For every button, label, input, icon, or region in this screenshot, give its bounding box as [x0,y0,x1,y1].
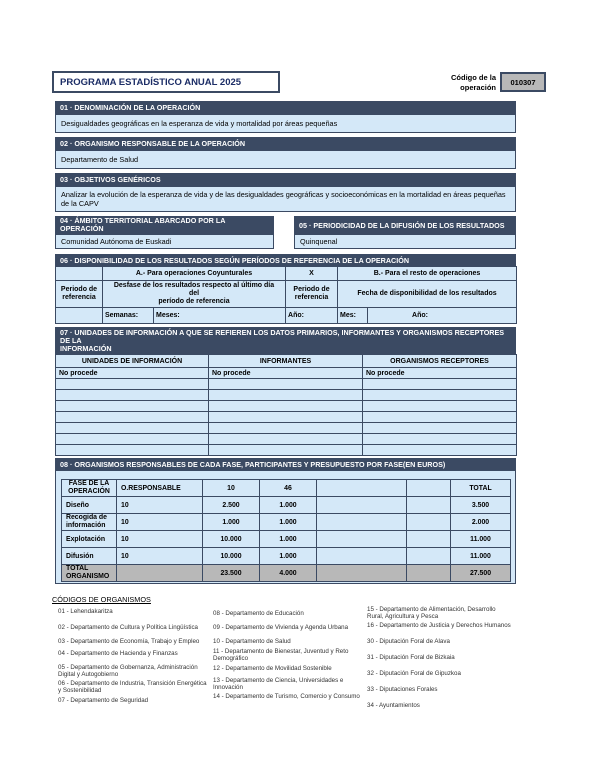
s06-ano-1: Año: [286,308,338,324]
s07-empty-cell [209,412,363,423]
s06-periodo-b-line1: Periodo de [293,286,330,293]
s06-periodo-a-line2: referencia [62,294,96,301]
code-item: 10 - Departamento de Salud [213,638,291,645]
s08-row-v1: 2.500 [203,497,260,514]
s07-empty-cell [56,423,209,434]
s06-ano-2: Año: [368,308,517,324]
codes-title: CÓDIGOS DE ORGANISMOS [52,595,151,604]
code-item: 11 - Departamento de Bienestar, Juventud y Reto Demográfico [213,648,349,662]
s08-row-fase: Recogida de información [62,514,117,531]
s08-empty-cell [317,548,407,565]
code-item: 02 - Departamento de Cultura y Política Lingüística [58,624,198,631]
s07-empty-cell [56,379,209,390]
section-05-value: Quinquenal [300,237,338,246]
s06-desfase-line3: período de referencia [158,298,230,305]
s07-empty-cell [209,379,363,390]
s08-row-fase: Diseño [62,497,117,514]
s08-row-total: 3.500 [451,497,511,514]
s07-empty-cell [56,434,209,445]
s07-empty-cell [56,412,209,423]
s08-total-label [62,565,117,582]
code-item: 16 - Departamento de Justicia y Derechos Humanos [367,622,511,629]
section-06-table [55,266,516,324]
operation-code-box [500,72,546,92]
s07-empty-cell [209,423,363,434]
s07-empty-cell [56,390,209,401]
section-02-title: 02 · ORGANISMO RESPONSABLE DE LA OPERACIÓN [60,139,246,148]
codes-col-1 [58,608,208,709]
code-item: 30 - Diputación Foral de Alava [367,638,450,645]
code-item: 05 - Departamento de Gobernanza, Administración Digital y Autogobierno [58,664,198,678]
s08-empty-cell [317,497,407,514]
s06-desfase [103,281,286,308]
s06-x-mark: X [286,267,338,281]
code-item: 14 - Departamento de Turismo, Comercio y Consumo [213,693,360,700]
s08-row-resp: 10 [117,531,203,548]
operation-code-label [430,73,496,93]
s07-cell-informantes: No procede [209,368,363,379]
s06-a-label: A.- Para operaciones Coyunturales [103,267,286,281]
s06-periodo-a-line1: Periodo de [60,286,98,293]
code-item: 04 - Departamento de Hacienda y Finanzas [58,650,178,657]
operation-code-label-line2: operación [460,83,496,92]
s08-head-org-2: 46 [260,480,317,497]
s06-semanas: Semanas: [103,308,154,324]
s07-empty-cell [363,434,517,445]
s07-col-informantes: INFORMANTES [209,355,363,368]
s08-row-v1: 10.000 [203,531,260,548]
s07-empty-cell [363,445,517,456]
s08-row-v1: 1.000 [203,514,260,531]
section-08-header [55,458,516,470]
s08-row-fase: Explotación [62,531,117,548]
s07-col-organismos: ORGANISMOS RECEPTORES [363,355,517,368]
s08-head-org-1: 10 [203,480,260,497]
s08-empty-cell [407,497,451,514]
s08-head-fase-line1: FASE DE LA [68,480,110,487]
section-03-header [55,173,516,186]
section-06-title: 06 · DISPONIBILIDAD DE LOS RESULTADOS SEGÚN PERÍODOS DE REFERENCIA DE LA OPERACIÓN [60,256,410,265]
s08-total-empty [407,565,451,582]
s07-cell-unidades: No procede [56,368,209,379]
s08-row-total: 11.000 [451,548,511,565]
s08-total-label-line2: ORGANISMO [66,573,110,580]
section-02-header [55,137,516,150]
s08-row-fase: Difusión [62,548,117,565]
s08-row-v1: 10.000 [203,548,260,565]
s08-empty-cell [317,514,407,531]
section-03-title: 03 · OBJETIVOS GENÉRICOS [60,175,161,184]
s07-empty-cell [363,401,517,412]
s06-fecha: Fecha de disponibilidad de los resultados [338,281,517,308]
section-07-title-line3: INFORMACIÓN [60,344,112,353]
section-02-field [55,150,516,169]
s08-row-resp: 10 [117,497,203,514]
s06-mes: Mes: [338,308,368,324]
s07-empty-cell [209,390,363,401]
s06-meses: Meses: [154,308,286,324]
s06-empty-cell [56,267,103,281]
s08-head-resp: O.RESPONSABLE [117,480,203,497]
s06-b-label: B.- Para el resto de operaciones [338,267,517,281]
s08-total-v2: 4.000 [260,565,317,582]
s08-total-total: 27.500 [451,565,511,582]
section-05-title: 05 · PERIODICIDAD DE LA DIFUSIÓN DE LOS RESULTADOS [299,220,505,230]
section-03-field [55,186,516,212]
s07-empty-cell [363,412,517,423]
s08-empty-cell [317,531,407,548]
section-02-value: Departamento de Salud [61,155,139,164]
code-item: 08 - Departamento de Educación [213,610,304,617]
s08-total-empty [117,565,203,582]
s07-empty-cell [209,445,363,456]
section-07-title-line1: 07 · UNIDADES DE INFORMACIÓN A QUE SE REFIEREN LOS DATOS PRIMARIOS, INFORMANTES Y ORGANISMOS RECEPTORES [60,328,505,337]
section-01-value: Desigualdades geográficas en la esperanza de vida y mortalidad por áreas pequeñas [61,119,338,128]
s08-row-resp: 10 [117,548,203,565]
s08-total-label-line1: TOTAL [66,565,89,572]
s08-head-total: TOTAL [451,480,511,497]
s08-row-v2: 1.000 [260,497,317,514]
s08-total-empty [317,565,407,582]
operation-code-label-line1: Código de la [451,73,496,82]
s06-periodo-a [56,281,103,308]
code-item: 06 - Departamento de Industria, Transición Energética y Sostenibilidad [58,680,207,694]
s07-empty-cell [56,401,209,412]
s07-col-unidades: UNIDADES DE INFORMACIÓN [56,355,209,368]
s07-empty-cell [56,445,209,456]
section-03-value: Analizar la evolución de la esperanza de vida y de las desigualdades geográficas y socioeconómicas en la mortalidad en áreas pequeñas de la CAPV [61,190,506,208]
s08-empty-cell [317,480,407,497]
section-06-header [55,254,516,266]
code-item: 31 - Diputación Foral de Bizkaia [367,654,455,661]
section-04-field [55,234,274,249]
code-item: 33 - Diputaciones Forales [367,686,438,693]
s06-empty-cell-2 [56,308,103,324]
s07-cell-organismos: No procede [363,368,517,379]
codes-col-2 [213,608,363,707]
code-item: 32 - Diputación Foral de Gipuzkoa [367,670,461,677]
section-08-table [61,479,510,582]
s08-head-fase-line2: OPERACIÓN [68,488,110,495]
code-item: 03 - Departamento de Economía, Trabajo y Empleo [58,638,200,645]
s07-empty-cell [363,379,517,390]
codes-col-3 [367,606,512,714]
s08-row-total: 11.000 [451,531,511,548]
s08-empty-cell [407,480,451,497]
section-07-table [55,354,516,456]
code-item: 09 - Departamento de Vivienda y Agenda Urbana [213,624,349,631]
s08-head-fase [62,480,117,497]
section-08-title: 08 · ORGANISMOS RESPONSABLES DE CADA FASE, PARTICIPANTES Y PRESUPUESTO POR FASE(EN EUROS) [60,460,446,469]
code-item: 13 - Departamento de Ciencia, Universidades e Innovación [213,677,344,691]
s06-periodo-b-line2: referencia [294,294,329,301]
section-01-title: 01 · DENOMINACIÓN DE LA OPERACIÓN [60,103,201,112]
s08-row-v2: 1.000 [260,514,317,531]
section-01-header [55,101,516,114]
s08-row-v2: 1.000 [260,548,317,565]
s07-empty-cell [209,434,363,445]
s07-empty-cell [363,423,517,434]
s08-empty-cell [407,514,451,531]
s07-empty-cell [209,401,363,412]
section-05-field [294,234,516,249]
section-07-header [55,327,516,354]
s08-row-total: 2.000 [451,514,511,531]
section-05-header [294,216,516,234]
s06-desfase-line1: Desfase de los resultados respecto al último día [113,282,275,289]
section-04-title-line2: OPERACIÓN [60,224,104,233]
code-item: 07 - Departamento de Seguridad [58,697,149,704]
s06-desfase-line2: del [188,290,200,297]
s08-total-v1: 23.500 [203,565,260,582]
s08-row-resp: 10 [117,514,203,531]
s08-empty-cell [407,531,451,548]
program-title [52,71,280,93]
section-07-title-line2: DE LA [60,336,82,345]
section-04-value: Comunidad Autónoma de Euskadi [61,237,172,246]
s07-empty-cell [363,390,517,401]
section-04-title-line1: 04 · ÁMBITO TERRITORIAL ABARCADO POR LA [60,216,226,225]
section-01-field [55,114,516,133]
code-item: 01 - Lehendakaritza [58,608,113,615]
code-item: 34 - Ayuntamientos [367,702,420,709]
code-item: 12 - Departamento de Movilidad Sostenible [213,665,332,672]
section-04-header [55,216,274,234]
operation-code-value: 010307 [510,77,536,87]
s06-periodo-b [286,281,338,308]
program-title-text: PROGRAMA ESTADÍSTICO ANUAL 2025 [60,76,242,88]
s08-empty-cell [407,548,451,565]
code-item: 15 - Departamento de Alimentación, Desarrollo Rural, Agricultura y Pesca [367,606,496,620]
s08-row-v2: 1.000 [260,531,317,548]
